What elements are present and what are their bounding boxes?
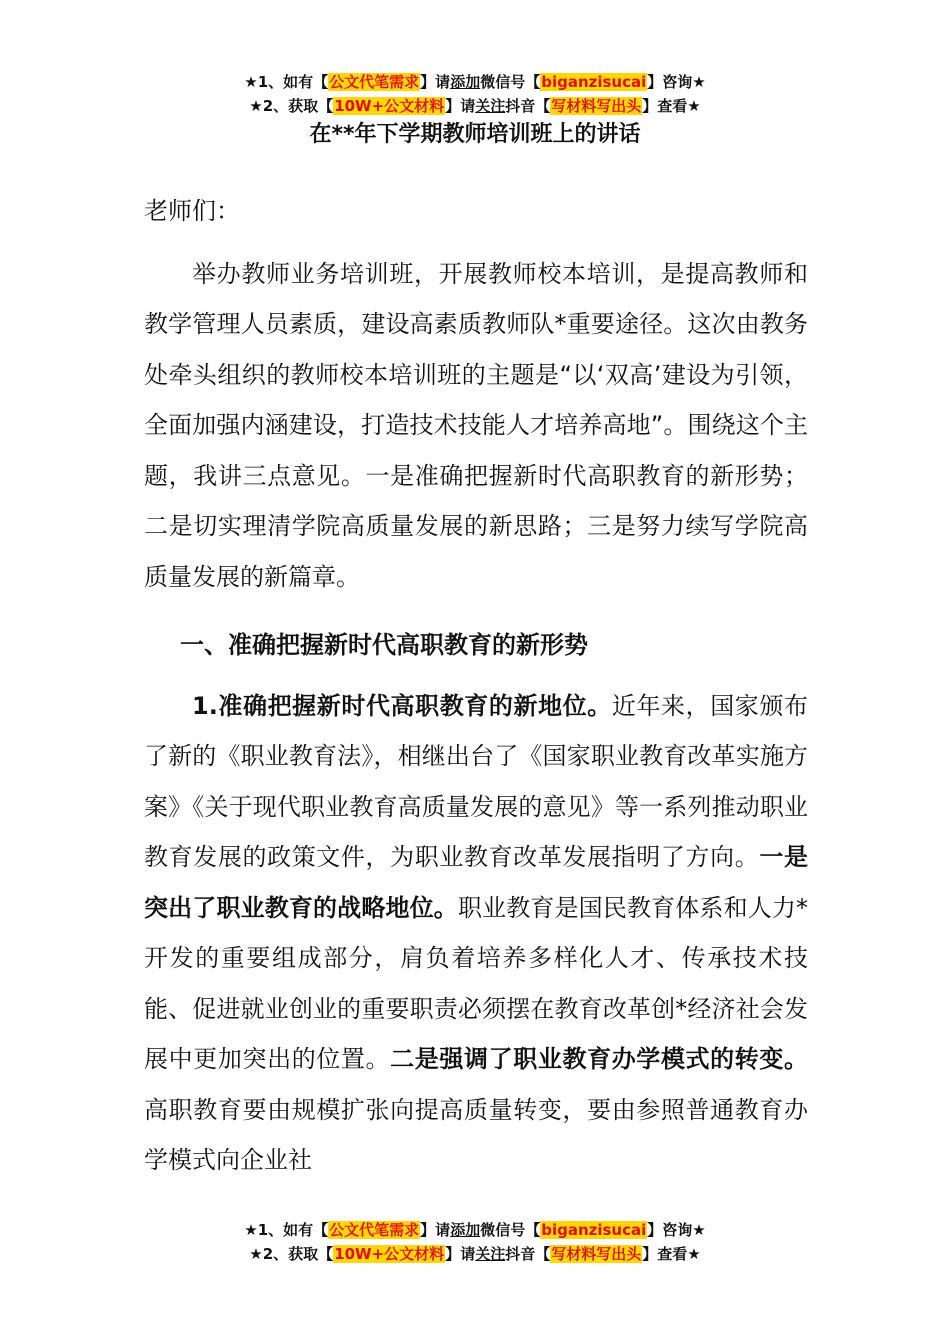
banner-douyin-id: 写材料写出头 xyxy=(551,1245,642,1263)
intro-paragraph: 举办教师业务培训班，开展教师校本培训，是提高教师和教学管理人员素质，建设高素质教师队*重要途径。这次由教务处牵头组织的教师校本培训班的主题是“以‘双高’建设为引领，全面加强内涵建设，打造技术技能人才培养高地”。围绕这个主题，我讲三点意见。一是准确把握新时代高职教育的新形势；二是切实理清学院高质量发展的新思路；三是努力续写学院高质量发展的新篇章。 xyxy=(144,259,808,591)
banner-underlined: 添加 xyxy=(450,73,481,91)
paragraph-lead-bold: 1.准确把握新时代高职教育的新地位。 xyxy=(192,691,612,720)
banner-text: 微信号【 xyxy=(480,73,541,91)
promo-banner-top-line2 xyxy=(0,94,950,118)
banner-prefix: ★1、如有【 xyxy=(244,1221,329,1239)
banner-text: 微信号【 xyxy=(480,1221,541,1239)
banner-douyin-id: 写材料写出头 xyxy=(551,97,642,115)
paragraph-text: 近年来，国家颁布了新的《职业教育法》，相继出台了《国家职业教育改革实施方案》《关于现代职业教育高质量发展的意见》等一系列推动职业教育发展的政策文件，为职业教育改革发展指明了方向。 xyxy=(144,691,808,871)
paragraph-text: 职业教育是国民教育体系和人力*开发的重要组成部分，肩负着培养多样化人才、传承技术技能、促进就业创业的重要职责必须摆在教育改革创*经济社会发展中更加突出的位置。 xyxy=(144,893,809,1073)
document-title: 在**年下学期教师培训班上的讲话 xyxy=(309,122,641,147)
banner-text: 抖音【 xyxy=(505,1245,551,1263)
banner-wechat-id: biganzisucai xyxy=(541,1221,647,1239)
banner-highlight: 10W+公文材料 xyxy=(334,1245,445,1263)
banner-underlined: 添加 xyxy=(450,1221,481,1239)
banner-prefix: ★2、获取【 xyxy=(249,1245,334,1263)
banner-text: 】请 xyxy=(420,73,451,91)
banner-underlined: 关注 xyxy=(475,97,506,115)
banner-text: 】请 xyxy=(420,1221,451,1239)
promo-banner-bottom-line2 xyxy=(0,1242,950,1266)
promo-banner-bottom-line1 xyxy=(0,1218,950,1242)
banner-highlight: 公文代笔需求 xyxy=(329,73,420,91)
banner-highlight: 10W+公文材料 xyxy=(334,97,445,115)
banner-wechat-id: biganzisucai xyxy=(541,73,647,91)
paragraph-point-bold: 二是强调了职业教育办学模式的转变。 xyxy=(390,1045,809,1073)
banner-underlined: 关注 xyxy=(475,1245,506,1263)
banner-suffix: 】咨询★ xyxy=(647,1221,706,1239)
banner-prefix: ★2、获取【 xyxy=(249,97,334,115)
body-paragraph xyxy=(144,681,808,1186)
document-body xyxy=(144,186,808,1186)
banner-text: 】请 xyxy=(445,1245,476,1263)
banner-text: 抖音【 xyxy=(505,97,551,115)
section-heading: 一、准确把握新时代高职教育的新形势 xyxy=(180,631,588,659)
banner-highlight: 公文代笔需求 xyxy=(329,1221,420,1239)
banner-text: 】请 xyxy=(445,97,476,115)
banner-prefix: ★1、如有【 xyxy=(244,73,329,91)
banner-suffix: 】咨询★ xyxy=(647,73,706,91)
paragraph-text: 高职教育要由规模扩张向提高质量转变，要由参照普通教育办学模式向企业社 xyxy=(144,1095,808,1174)
banner-suffix: 】查看★ xyxy=(642,97,701,115)
paragraph-point-bold: 一是突出了职业教育的战略地位。 xyxy=(144,843,809,922)
salutation: 老师们： xyxy=(144,197,240,225)
promo-banner-top-line1 xyxy=(0,70,950,94)
banner-suffix: 】查看★ xyxy=(642,1245,701,1263)
